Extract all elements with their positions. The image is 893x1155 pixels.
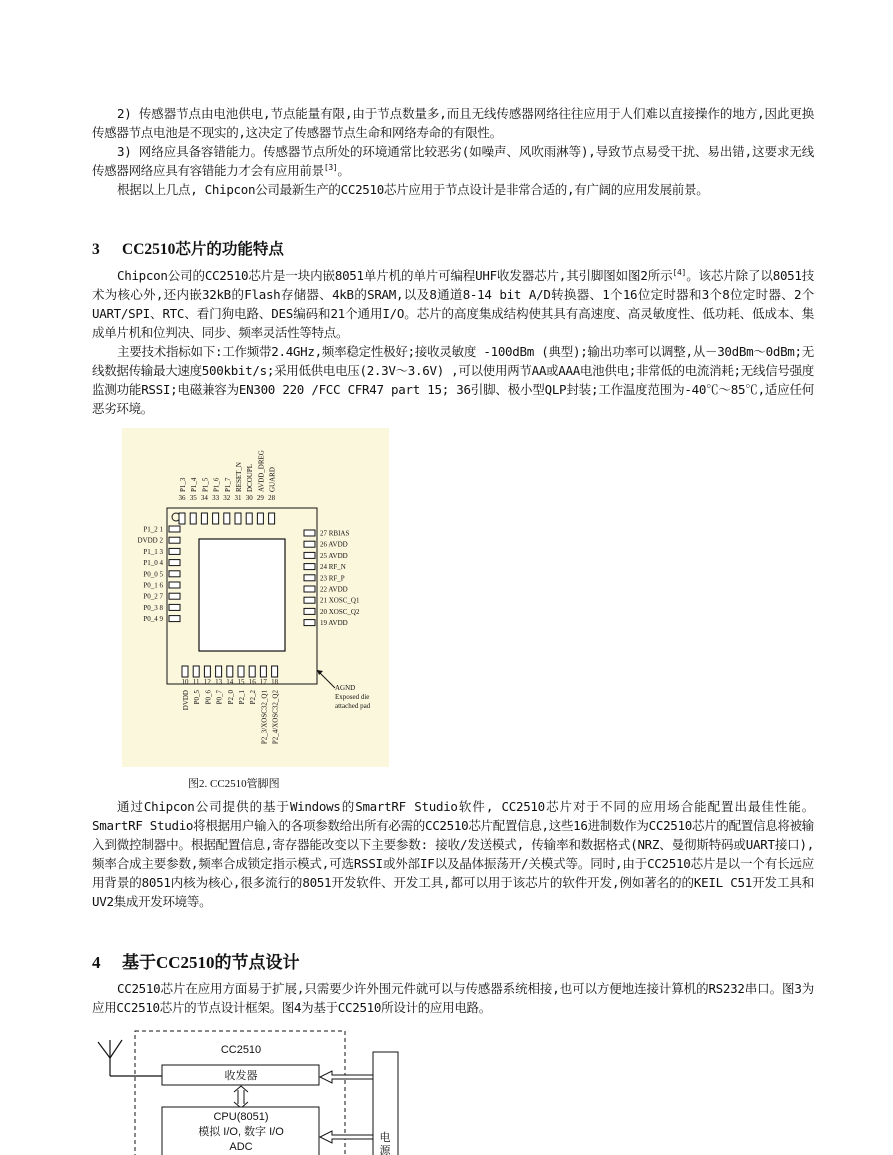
paragraph-node-design: CC2510芯片在应用方面易于扩展,只需要少许外围元件就可以与传感器系统相接,也可以方便地连接计算机的RS232串口。图3为应用CC2510芯片的节点设计框架。图4为基于CC2510所设计的应用电路。 [92, 981, 814, 1015]
pin-label: P2_4/XOSC32_Q2 [271, 690, 280, 745]
paragraph-text: 。该芯片除了以8051技术为核心外,还内嵌32kB的Flash存储器、4kB的SRAM,以及8通道8-14 bit A/D转换器、1个16位定时器和3个8位定时器、2个UART/SPI、RTC、看门狗电路、DES编码和21个通用I/O。芯片的高度集成结构使其具有高速度、高灵敏度性、低功耗、低成本、集成单片机和位判决、同步、频率灵活性等特点。 [92, 268, 814, 340]
pin-label: P0_3 8 [143, 603, 163, 612]
figure-pin-diagram [122, 428, 389, 767]
pin-bottom [260, 666, 266, 677]
pin-left [169, 560, 180, 566]
pin-number: 33 [212, 494, 220, 502]
pin-label: P2_2 [249, 690, 258, 705]
pin-top [235, 513, 241, 524]
pin-right [304, 541, 315, 547]
exposed-pad [199, 539, 285, 651]
pin-label: 25 AVDD [320, 551, 348, 560]
cpu-label: CPU(8051) [213, 1111, 269, 1123]
paragraph-smartrf: 通过Chipcon公司提供的基于Windows的SmartRF Studio软件, CC2510芯片对于不同的应用场合能配置出最佳性能。SmartRF Studio将根据用户输入的各项参数给出所有必需的CC2510芯片配置信息,这些16进制数作为CC2510芯片的配置信息将被输入到微控制器中。根据配置信息,寄存器能改变以下主要参数: 接收/发送模式, 传输率和数据格式(NRZ、曼彻斯特码或UART接口),频率合成主要参数,频率合成锁定指示模式,可选RSSI或外部IF以及晶体振荡开/关模式等。同时,由于CC2510芯片是以一个有长远应用背景的8051内核为核心,很多流行的8051开发软件、开发工具,都可以用于该芯片的软件开发,例如著名的的KEIL C51开发工具和UV2集成开发环境等。 [92, 799, 814, 909]
pin-top [213, 513, 219, 524]
pin-left [169, 548, 180, 554]
figure-node-framework [92, 1028, 412, 1155]
pin-label: 22 AVDD [320, 585, 348, 594]
adc-label: ADC [229, 1141, 253, 1153]
pin-label: P1_3 [179, 477, 187, 492]
section-title: 基于CC2510的节点设计 [122, 953, 300, 972]
agnd-label: AGND [335, 684, 356, 692]
paragraph-text: 3) 网络应具备容错能力。传感器节点所处的环境通常比较恶劣(如噪声、风吹雨淋等),导致节点易受干扰、易出错,这要求无线传感器网络应具有容错能力才会有应用前景 [92, 144, 814, 178]
pin-number: 32 [223, 494, 231, 502]
pin-top [269, 513, 275, 524]
pin-number: 30 [245, 494, 253, 502]
pin-right [304, 575, 315, 581]
pin-right [304, 620, 315, 626]
pin-left [169, 604, 180, 610]
section-heading-4 [92, 948, 814, 973]
pin-diagram-svg [122, 428, 389, 767]
chip-label: CC2510 [220, 1044, 262, 1056]
pin-bottom [249, 666, 255, 677]
pin-label: 26 AVDD [320, 540, 348, 549]
paragraph-text: Chipcon公司的CC2510芯片是一块内嵌8051单片机的单片可编程UHF收发器芯片,其引脚图如图2所示 [117, 268, 673, 283]
pin-label: P0_0 5 [143, 570, 163, 579]
pin-right [304, 564, 315, 570]
citation-ref[interactable]: [4] [672, 267, 687, 277]
pin-top [190, 513, 196, 524]
pin-bottom [272, 666, 278, 677]
pin-label: P0_2 7 [143, 592, 163, 601]
section-4-body [92, 979, 814, 1017]
pin-number: 16 [248, 678, 256, 686]
pin-label: P1_7 [223, 477, 232, 492]
pin-top [201, 513, 207, 524]
pin-label: DVDD 2 [137, 536, 163, 545]
pin-right [304, 530, 315, 536]
pin-top [224, 513, 230, 524]
pin-label: P1_2 1 [143, 525, 163, 534]
section-title: CC2510芯片的功能特点 [122, 241, 284, 258]
pin-bottom [204, 666, 210, 677]
paragraph-specs: 主要技术指标如下:工作频带2.4GHz,频率稳定性极好;接收灵敏度 -100dBm (典型);输出功率可以调整,从－30dBm～0dBm;无线数据传输最大速度500kbit/s;采用低供电电压(2.3V～3.6V) ,可以使用两节AA或AAA电池供电;非常低的电流消耗;无线信号强度监测功能RSSI;电磁兼容为EN300 220 /FCC CFR47 part 15; 36引脚、极小型QLP封装;工作温度范围为-40℃～85℃,适应任何恶劣环境。 [92, 344, 814, 416]
pin-right [304, 597, 315, 603]
pin-bottom [216, 666, 222, 677]
pin-label: 23 RF_P [320, 574, 345, 583]
pin-number: 36 [178, 494, 186, 502]
pin-number: 15 [237, 678, 245, 686]
exposed-label: attached pad [335, 702, 371, 710]
arrow-icon [320, 1071, 373, 1143]
pin-label: P1_1 3 [143, 547, 163, 556]
section-3-body [92, 266, 814, 418]
citation-ref[interactable]: [3] [323, 162, 338, 172]
pin-label: DVDD [182, 690, 190, 711]
pin-label: AVDD_DREG [257, 450, 266, 492]
figure-2-caption: 图2. CC2510管脚图 [188, 778, 280, 790]
pin-number: 18 [271, 678, 279, 686]
pin-label: 24 RF_N [320, 563, 346, 572]
pin-right [304, 608, 315, 614]
pin-bottom [182, 666, 188, 677]
pin-label: P0_5 [193, 690, 202, 705]
io-label: 模拟 I/O, 数字 I/O [198, 1126, 284, 1138]
paragraph-battery: 2) 传感器节点由电池供电,节点能量有限,由于节点数量多,而且无线传感器网络往往应用于人们难以直接操作的地方,因此更换传感器节点电池是不现实的,这决定了传感器节点生命和网络寿命的有限性。 [92, 106, 814, 140]
pin-label: P2_0 [226, 690, 235, 705]
pin-label: P1_4 [190, 477, 199, 492]
pin-bottom [193, 666, 199, 677]
pin-top [179, 513, 185, 524]
pin-label: P0_4 9 [143, 615, 163, 624]
pin-label: P1_0 4 [143, 559, 163, 568]
pin-label: P0_1 6 [143, 581, 163, 590]
pin-top [246, 513, 252, 524]
pin-number: 11 [192, 678, 200, 686]
pin-left [169, 616, 180, 622]
pin-left [169, 593, 180, 599]
pin-number: 10 [181, 678, 189, 686]
exposed-label: Exposed die [335, 693, 370, 701]
smartrf-block [92, 797, 814, 911]
pin-label: P1_5 [201, 477, 210, 492]
paragraph-end: 。 [337, 163, 350, 178]
power-label-1: 电 [379, 1132, 391, 1144]
pin-label: GUARD [268, 467, 277, 492]
pin-number: 12 [203, 678, 211, 686]
pin-number: 35 [189, 494, 197, 502]
pin-number: 28 [268, 494, 276, 502]
pin-bottom [227, 666, 233, 677]
pin-top [257, 513, 263, 524]
pin-bottom [238, 666, 244, 677]
pin-left [169, 571, 180, 577]
paragraph-fault-tolerance [92, 142, 814, 180]
pin-label: 27 RBIAS [320, 529, 350, 538]
pin-right [304, 552, 315, 558]
section-heading-3 [92, 237, 814, 259]
antenna-icon [98, 1040, 162, 1076]
transceiver-label: 收发器 [224, 1070, 258, 1082]
pin-left [169, 582, 180, 588]
pin-number: 31 [234, 494, 242, 502]
pin-label: P2_3/XOSC32_Q1 [260, 690, 269, 745]
pin-number: 14 [226, 678, 234, 686]
paragraph-chip-intro [92, 266, 814, 342]
pin-label: P0_7 [215, 690, 224, 705]
pin-label: P0_6 [204, 690, 213, 705]
section-number: 3 [92, 241, 100, 258]
pin-label: 20 XOSC_Q2 [320, 607, 360, 616]
pin-label: 21 XOSC_Q1 [320, 596, 360, 605]
pin-right [304, 586, 315, 592]
pin-number: 13 [215, 678, 223, 686]
pin-number: 29 [256, 494, 264, 502]
pin-label: DCOUPL [246, 463, 255, 492]
pin-label: 19 AVDD [320, 619, 348, 628]
pin-number: 17 [259, 678, 267, 686]
pin-label: P2_1 [238, 690, 246, 705]
pin-left [169, 537, 180, 543]
agnd-arrow [317, 670, 323, 675]
pin-left [169, 526, 180, 532]
pin-label: RESET_N [235, 462, 243, 492]
paragraph-conclusion: 根据以上几点, Chipcon公司最新生产的CC2510芯片应用于节点设计是非常合适的,有广阔的应用发展前景。 [117, 182, 709, 197]
section-number: 4 [92, 953, 101, 972]
bidirectional-arrow-icon [234, 1086, 248, 1108]
power-label-2: 源 [379, 1145, 391, 1155]
intro-block [92, 104, 814, 199]
pin-label: P1_6 [212, 477, 221, 492]
pin-number: 34 [200, 494, 208, 502]
